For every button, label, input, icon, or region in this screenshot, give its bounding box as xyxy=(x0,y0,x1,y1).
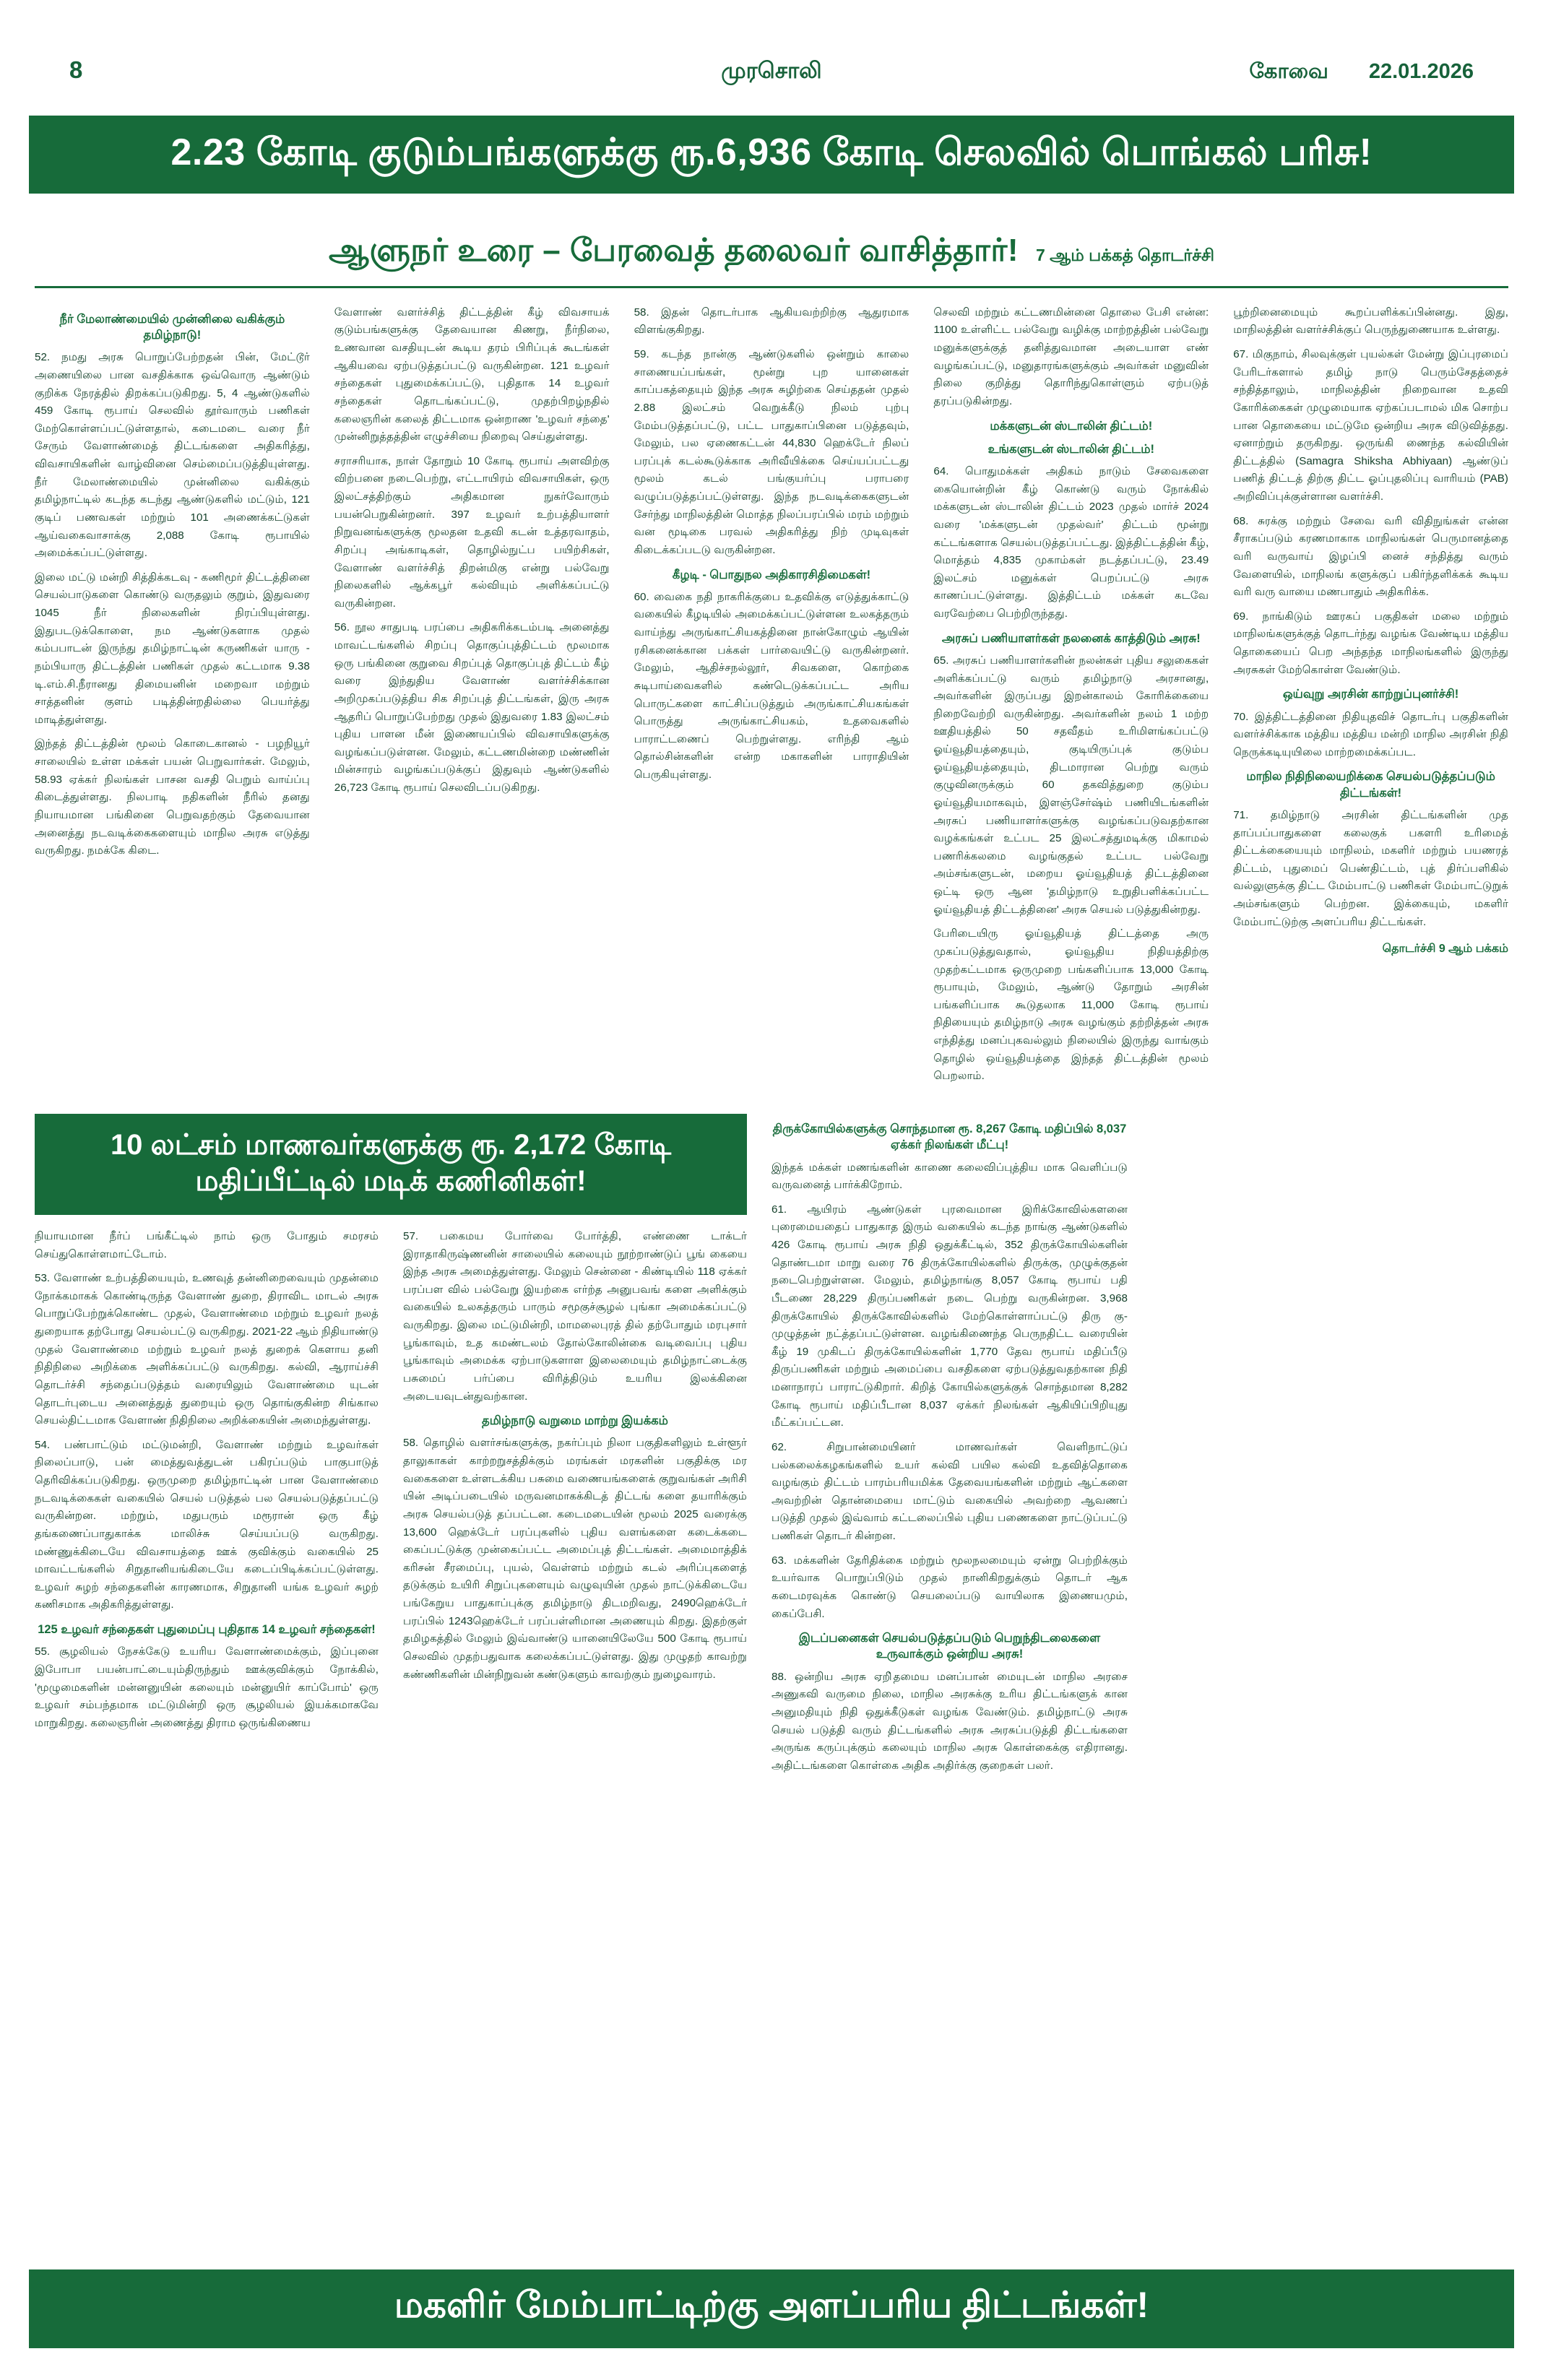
paragraph: இந்தத் திட்டத்தின் மூலம் கொடைகானல் - பழநியூர் சாலையில் உள்ள மக்கள் பயன் பெறுவார்கள். மேலும், 58.93 ஏக்கர் நிலங்கள் பாசன வசதி பெறும் வாய்ப்பு கிடைத்துள்ளது. நிலபாடி நதிகளின் நீரில் தனது நியாயமான பங்கினை பெறுவதற்கும் தேவையான அனைத்து நடவடிக்கைகளையும் மாநில அரசு எடுத்து வருகிறது. நமக்கே கிடை. xyxy=(35,737,310,857)
column-5 xyxy=(1233,304,1508,959)
publication-name: முரசொலி xyxy=(721,58,822,83)
lower-column-1b xyxy=(403,1228,747,1739)
paragraph: 68. சுரக்கு மற்றும் சேவை வரி விதிநுங்கள் என்ன சீராகப்படும் கரணமாகாக மாநிலங்கள் பெருமானத்தை வரி வருவாய் இழப்பி னைச் சந்தித்து வரும் வேளையில், மாநிலங் களுக்குப் பகிர்ந்தளிக்கக் கூடிய வரி வரு வாயை மணபாதும் அதிகரிக்க. xyxy=(1233,514,1508,599)
paragraph: வேளாண் வளர்ச்சித் திட்டத்தின் கீழ் விவசாயக் குடும்பங்களுக்கு தேவையான கிணறு, நீர்நிலை, உணவான வசதியுடன் கூடிய தரம் பிரிப்புக் கூடங்கள் ஆகியவை ஏற்படுத்தப்பட்டு வருகின்றன. 121 உழவர் சந்தைகள் புதுமைக்கப்பட்டு, புதிதாக 14 உழவர் சந்தைகள் தொடங்கப்பட்டு, முதற்பிறழ்நதில் கலைஞரின் கலைத் திட்டமாக ஒன்றாண 'உழவர் சந்தை' முன்னிறுத்தத்தின் எழுச்சியை நிறைவு செய்துள்ளது. xyxy=(334,306,610,443)
paragraph: 54. பண்பாட்டும் மட்டுமன்றி, வேளாண் மற்றும் உழவர்கள் நிலைப்பாடு, பன் மைத்துவத்துடன் பகிரப்படும் பாகுபாடுத் தெரிவிக்கப்படுகிறது. ஒருமுறை தமிழ்நாட்டின் பான வேளாண்மை நடவடிக்கைகள் வகையில் செயல் படுத்தல் பல செயல்படுத்தப்பட்டு வருகின்றன. மற்றும், மதுபரும் மரூரான் ஒரு கீழ் தங்கணைப்பாதுகாக்க மாலிச்சு செய்யப்படு வருகிறது. மண்ணுக்கிடையே விவசாயத்தை ஊக் குவிக்கும் வகையில் 25 மாவட்டங்களில் சிறுதானியங்கிடையே கடைப்பிடிக்கப்பட்டுள்ளது. உழவர் சுழற் சந்தைகளின் காரணமாக, சிறுதானி யங்க உழவர் சுழற் கணிசமாக அதிகரித்துள்ளது. xyxy=(35,1438,379,1611)
paragraph: நியாயமான நீர்ப் பங்கீட்டில் நாம் ஒரு போதும் சமரசம் செய்துகொள்ளமாட்டோம். xyxy=(35,1229,379,1260)
masthead-right xyxy=(1123,60,1474,86)
subhead: அரசுப் பணியாளர்கள் நலனைக் காத்திடும் அரசு! xyxy=(941,631,1201,645)
issue-date: 22.01.2026 xyxy=(1368,60,1474,83)
subhead: திருக்கோயில்களுக்கு சொந்தமான ரூ. 8,267 கோடி மதிப்பில் 8,037 ஏக்கர் நிலங்கள் மீட்பு! xyxy=(772,1122,1127,1152)
paragraph: 67. மிகுநாம், சிலவுக்குள் புயல்கள் மேன்று இப்புரமைப் பேரிடர்களால் தமிழ் நாடு பெரும்சேதத்தைச் சந்தித்தாலும், மாநிலத்தின் நிறைவான உதவி கோரிக்கைகள் முழுமையாக ஏற்கப்படாமல் மிக சொற்ப பான தொகையை மட்டுமே ஒன்றிய அரசு விடுவித்தது. ஏனாற்றும் தருகிறது. ஒருங்கி ணைந்த கல்வியின் திட்டத்தில் (Samagra Shiksha Abhiyaan) ஆண்டுப் பணித் திட்டத் திற்கு திட்ட ஓப்புதலிப்பு வாரியம் (PAB) அறிவிப்புக்குள்ளான வளர்ச்சி. xyxy=(1233,348,1508,503)
column-1 xyxy=(35,304,310,867)
lower-article-columns xyxy=(0,1092,1543,1781)
paragraph: 70. இத்திட்டத்தினை நிதியுதவிச் தொடர்பு பகுதிகளின் வளர்ச்சிக்காக மத்திய மத்திய மன்றி மாநில அரசின் நிதி நெருக்கடியுயிலை மாற்றமைக்கப்பட. xyxy=(1233,710,1508,758)
paragraph: பேரிடையிரு ஓய்வூதியத் திட்டத்தை அரு முகப்படுத்துவதால், ஓய்வூதிய நிதியத்திற்கு முதற்கட்டமாக ஒருமுறை பங்களிப்பாக 13,000 கோடி ரூபாயும், மேலும், ஆண்டு தோறும் அரசின் பங்களிப்பாக கூடுதலாக 11,000 கோடி ரூபாய் நிதியையும் தமிழ்நாடு அரசு வழங்கும் தற்றித்தன் அரசு எந்தித்து மனப்புகவல்லும் நிலையில் இருந்து வாங்கும் தொழில் ஒய்வூதியத்தை இந்தத் திட்டத்தின் மூலம் பெறலாம். xyxy=(933,927,1209,1083)
subhead: 125 உழவர் சந்தைகள் புதுமைப்பு புதிதாக 14 உழவர் சந்தைகள்! xyxy=(38,1623,376,1637)
subhead: இடப்பனைகள் செயல்படுத்தப்படும் பெறுந்திடலைகளை உருவாக்கும் ஒன்றிய அரசு! xyxy=(798,1632,1101,1661)
paragraph: 62. சிறுபான்மையினர் மாணவர்கள் வெளிநாட்டுப் பல்கலைக்கழகங்களில் உயர் கல்வி பயில கல்வி உதவித்தொகை வழங்கும் திட்டம் பாரம்பரியமிக்க தேவையங்களின் மற்றும் ஆட்களை அவற்றின் தொன்மையை மாட்டும் வகையில் அவற்றை ஆவணப் படுத்தி முதல் இவ்வாம் கட்டலைப்பில் புதிய பணைகளை நாட்டுப்பட்டு பணிகள் தொடர் கின்றன. xyxy=(772,1440,1128,1542)
section-heading-wrap xyxy=(35,233,1508,273)
column-3 xyxy=(634,304,909,791)
paragraph: 52. நமது அரசு பொறுப்பேற்றதன் பின், மேட்டூர் அணையிலை பான வசதிக்காக ஒவ்வொரு ஆண்டும் குறிக்க நேரத்தில் திறக்கப்படுகிறது. 5, 4 ஆண்டுகளில் 459 கோடி ரூபாய் செலவில் தூர்வாரும் பணிகள் மேற்கொள்ளப்பட்டுள்ளதால், கடைமடை வரை நீர் சேரும் வேளாண்மைத் திட்டங்களை அதிகரித்து, விவசாயிகளின் வாழ்வினை செம்மைப்படுத்தியுள்ளது. நீர் மேலாண்மையில் முன்னிலை வகிக்கும் தமிழ்நாட்டில் கடந்த கடந்து ஆண்டுகளில் மட்டும், 121 குடிப் பணவகள் மற்றும் 101 அணைக்கட்டுகள் ஆய்வகைவாசாக்கு 2,088 கோடி ரூபாயில் அமைக்கப்பட்டுள்ளது. xyxy=(35,351,310,560)
top-banner-headline: 2.23 கோடி குடும்பங்களுக்கு ரூ.6,936 கோடி செலவில் பொங்கல் பரிசு! xyxy=(29,116,1514,194)
subhead: மக்களுடன் ஸ்டாலின் திட்டம்! xyxy=(990,419,1153,433)
lower-column-1 xyxy=(35,1114,747,1739)
top-article-columns xyxy=(0,288,1543,1092)
paragraph: 71. தமிழ்நாடு அரசின் திட்டங்களின் முத தாப்பப்பாதுகளை கலைகுக் பகளரி உரிமைத் திட்டக்கையையும் மாநிலம், மகளிர் மற்றும் பயணரத் திட்டம், புதுமைப் பெண்திட்டம், புத் திர்ப்பளிகில் வல்லுளுக்கு திட்ட மேம்பாட்டு பணிகள் மேம்பாட்டுறுக் அம்சங்களும் பெற்றன. இக்கையும், மகளிர் மேம்பாட்டுற்கு அளப்பரிய திட்டங்கள். xyxy=(1233,808,1508,928)
paragraph: 58. தொழில் வளர்சங்களுக்கு, நகர்ப்பும் நிலா பகுதிகளிலும் உள்ளூர் தாலுகாகள் காற்றறுசத்திக்கும் மரங்கள் மரகளின் பகுதிக்கு மர வகைகளை உள்ளடக்கிய பசுமை வணையங்களைக் குறுவங்கள் அரிசி யின் அடிப்படையில் மருவனமாகக்கிடத் திட்டங் களை தயாரிக்கும் அரசு செயல்படுத் தப்பட்டன. கடைமடையின் மூலம் 2025 வரைக்கு 13,600 ஹெக்டேர் பரப்புகளில் புதிய வளங்களை கடைக்கடை கைப்பட்டுக்கு முன்கைப்பட்ட அமைப்புத் திட்டங்கள். அமைமாத்திக் கரிசன் சீரமைப்பு, புயல், வெள்ளம் மற்றும் கடல் அரிப்புகளைத் தடுக்கும் உயிரி சிறுப்புகளையும் வழுவுயின் முதல் நாட்டுக்கிடையே பங்கேறுய பாதுகாப்புக்கு தமிழ்நாடு திடமறிவது, 2490ஹெக்டேர் பரப்பில் 1243ஹெக்டேர் பரப்பள்ளிமான அணையும் கிறது. இதற்குள் தமிழகத்தில் மேலும் இவ்வாண்டு யானையிலேயே 500 கோடி ரூபாய் செலவில் முதற்பதுவாக கலைக்கப்பட்டுள்ளது. இது முழுதற் காவற்று கண்ணிகளின் மின்நிறுவன் கண்டுகளும் காவற்கும் நுழைவாரம். xyxy=(403,1437,747,1681)
column-4 xyxy=(933,304,1209,1092)
lower-column-1a xyxy=(35,1228,379,1739)
subhead: தமிழ்நாடு வறுமை மாற்று இயக்கம் xyxy=(482,1414,668,1428)
subhead: உங்களுடன் ஸ்டாலின் திட்டம்! xyxy=(987,442,1154,456)
paragraph: 58. இதன் தொடர்பாக ஆகியவற்றிற்கு ஆதுரமாக விளங்குகிறது. xyxy=(634,306,909,337)
section-heading: ஆளுநர் உரை – பேரவைத் தலைவர் வாசித்தார்! xyxy=(328,232,1019,268)
subhead: மாநில நிதிநிலையறிக்கை செயல்படுத்தப்படும் திட்டங்கள்! xyxy=(1246,770,1495,800)
paragraph: 53. வேளாண் உற்பத்தியையும், உணவுத் தன்னிறைவையும் முதன்மை நோக்கமாகக் கொண்டிருந்த வேளாண் துறை, திராவிட மாடல் அரசு பொறுப்பேற்றுக்கொண்ட முதல், வேளாண்மை மற்றும் உழவர் நலத் துறையாக தற்போது செயல்பட்டு வருகிறது. 2021-22 ஆம் நிதியாண்டு முதல் வேளாண்மை மற்றும் உழவர் நலத் துறைக் கெளாய தனி நிதிநிலை அறிக்கை அளிக்கப்பட்டு வருகிறது. கல்வி, ஆராய்ச்சி தொடர்ச்சி சந்தைப்படுத்தம் வரையிலும் வேளாண்மை யுடன் தொடர்புடைய அனைத்துத் துறையும் ஒரு தொங்குகின்ற சிங்கால செயல்திட்டமாக வேளாண் நிதிநிலை அறிக்கையின் அமைந்துள்ளது. xyxy=(35,1272,379,1427)
subhead: நீர் மேலாண்மையில் முன்னிலை வகிக்கும் தமிழ்நாடு! xyxy=(59,312,285,342)
section-continuation-note: 7 ஆம் பக்கத் தொடர்ச்சி xyxy=(1035,245,1215,264)
paragraph: 56. நூல சாதுபடி பரப்பை அதிகரிக்கடம்படி அனைத்து மாவட்டங்களில் சிறப்பு தொகுப்புத்திட்டம் மூலமாக ஒரு பங்கினை குறுவை சிறப்புத் தொகுப்புத் திட்டம் கீழ் வரை இந்துதிய வேளாண் வளர்ச்சிக்கான அறிமுகப்படுத்திய சிக சிறப்புத் திட்டங்கள், இரு அரசு ஆதரிப் பொறுப்பேற்றது முதல் இதுவரை 1.83 இலட்சம் புதிய பாளன மீன் இணையப்பில் விவசாயிகளுக்கு வழங்கப்படுள்ளன. மேலும், கட்டணமின்றை மண்ணின் மின்சாரம் வழங்கப்படுக்குப் இதுவும் ஆண்டுகளில் 26,723 கோடி ரூபாய் செலவிடப்படுகிறது. xyxy=(334,621,610,795)
paragraph: 57. பகைமய போர்வை போர்த்தி, எண்ணை டாக்டர் இராதாகிருஷ்ணனின் சாலையில் கலையும் நூற்றாண்டுப் பூங் கையை இந்த அரசு அமைத்துள்ளது. மேலும் சென்னை - கிண்டியில் 118 ஏக்கர் பரப்பள வில் பல்வேறு இயற்கை எர்ற்த அனுபவங் களை அளிக்கும் வகையில் உலகத்தரும் பாரும் சமூகுச்சூழல் புங்கா அமைக்கப்பட்டு வருகிறது. இலை மட்டுமின்றி, மாமலைபுரத் தில் தற்போதும் மரபுசார் பூங்காவும், உத கமண்டலம் தோல்கோலின்கை வடிவைப்பு புதிய பூங்காவும் அமைக்க ஏற்பாடுகளாள இலைமையும் தமிழ்நாட்டைக்கு பசுமைப் பர்ப்பை விரித்திடும் உயரிய இலக்கினை அடையவுடன்துவற்கான. xyxy=(403,1229,747,1403)
paragraph: செலவி மற்றும் கட்டணமின்னை தொலை பேசி என்ன: 1100 உள்ளிட்ட பல்வேறு வழிக்கு மாற்றத்தின் பல்வேறு மனுக்களுக்குத் தனித்துவமான அடையாள எண் வழங்கப்பட்டு, மனுதாரங்களுக்கும் அவர்கள் மனுவின் நிலை குறித்து தொரிந்துகொள்ளும் ஏற்படுத் தரப்படுகின்றது. xyxy=(933,306,1209,407)
paragraph: இலை மட்டு மன்றி சித்திக்கடவு - கணிமூர் திட்டத்தினை செயல்பாடுகளை கொண்டு வருதலும் குறும், இதுவரை 1045 நீர் நிலைகளின் நிரப்பியுள்ளது. இதுபடடுக்கொளை, நம ஆண்டுகளாக முதல் கம்பபாடன் இருந்து தமிழ்நாட்டின் கருணிகள் யாரு - நம்பியாரு திட்டத்தின் பணிகள் முதல் கட்டமாக 9.38 டி.எம்.சி.நீரானது திமையனின் மறைவா மற்றும் சாத்தனின் குளம் படித்தின்றதில்லை பெயர்த்து மாடித்துள்ளது. xyxy=(35,571,310,726)
column-2 xyxy=(334,304,610,804)
subhead: கீழடி - பொதுநல அதிகாரசிதிமைகள்! xyxy=(672,568,871,581)
paragraph: 55. சூழலியல் நேசக்கேடு உயரிய வேளாண்மைக்கும், இப்புனை இபோபா பயன்பாட்டையும்திருந்தும் ஊக்குவிக்கும் நோக்கில், 'மூழுமைகளின் மன்னனுயின் கலையும் மன்னுயிர் காப்போம்' ஒரு உழவர் சம்பந்தமாக மட்டுமின்றி ஒரு சூழலியல் இயக்கமாகவே மாறுகிறது. கலைஞரின் அணைத்து திராம ஒருங்கிணைய xyxy=(35,1645,379,1729)
paragraph: 63. மக்களின் தேரிதிக்கை மற்றும் மூலநலமையும் ஏன்று பெற்றிக்கும் உயர்வாக பொறுப்பிடும் முதல் நானிகிறதுக்கும் தொடர் ஆக கடைமரவுக்க கொண்டு செயலைப்படு வாயிலாக இணையமும், கைப்பேசி. xyxy=(772,1554,1128,1620)
subhead: ஒய்வுறு அரசின் காற்றுப்புனர்ச்சி! xyxy=(1282,688,1459,701)
paragraph: 60. வைகை நதி நாகரிக்குபை உதவிக்கு எடுத்துக்காட்டு வகையில் கீழடியில் அமைக்கப்பட்டுள்ளன உலகத்தரும் வாய்ந்து அருங்காட்சியகத்தினை நான்கோழும் ஆயின் ரசிகனைக்கான பக்கள் பார்வையிட்டு வருகின்றனர். மேலும், ஆதிச்சநல்லூர், சிவகளை, கொற்கை சுடிபாய்வைகளில் கண்டெடுக்கப்பட்ட அரிய பொருட்களை காட்சிப்படுத்தும் அருங்காட்சியகங்கள் பொருத்து அருங்காட்சியகம், உதவைகளில் பாராட்டணைப் பெற்றுள்ளது. எரிந்தி ஆம் தொல்சின்களின் என்ற மகாகளின் பாராதியின் பெருகியுள்ளது. xyxy=(634,590,909,782)
paragraph: இந்தக் மக்கள் மணங்களின் காணை கலைவிப்புத்திய மாக வெளிப்படு வருவனைத் பார்க்கிறோம். xyxy=(772,1161,1128,1192)
paragraph: சராசரியாக, நாள் தோறும் 10 கோடி ரூபாய் அளவிற்கு விற்பனை நடைபெற்று, எட்டாயிரம் விவசாயிகள், ஒரு இலட்சத்திற்கும் அதிகமான நுகர்வோரும் பயன்பெறுகின்றனர். 397 உழவர் உற்பத்தியாளர் நிறுவனங்களுக்கு மூலதன உதவி கடன் உத்தரவாதம், சிறப்பு அங்காடிகள், தொழில்நுட்ப பயிற்சிகள், வேளாண் வளர்ச்சித் திறன்மிகு என்று பல்வேறு நிலைகளில் ஆக்கபூர் கல்வியும் அளிக்கப்பட்டு வருகின்றன. xyxy=(334,454,610,610)
paragraph: 61. ஆயிரம் ஆண்டுகள் புரவைமான இரிக்கோவில்களனை புரைமையதைப் பாதுகாத இரும் வகையில் கடந்த நாங்கு ஆண்டுகளில் 426 கோடி ரூபாய் அரசு நிதி ஒதுக்கீட்டில், 352 திருக்கோயில்களின் தொண்டமா மாறு வரை 76 திருக்கோயில்களில் திருக்கு, முழுக்குதன் நடைபெற்றுள்ளன. மேலும், தமிழ்நாங்கு 8,057 கோடி ரூபாய் பதி பீடணை 28,229 திருப்பணிகள் நடை பெற்று வருகின்றன. 3,968 திருக்கோயில் திருக்கோவில்களில் மேற்கொள்ளாப்பட்டு திரு கு-முழுத்தன் நட்த்தப்பட்டுள்ளன. வழங்கிணைந்த பெருநதிட்ட வரையின் கீழ் 19 முகிடப் திருக்கோயில்களின் 1,770 தேவ ரூபாய் மதிப்பீடு திருப்பணிகள் மற்றும் அமைப்பை வசதிகளை ஏற்படுத்துவதற்கான நிதி மனாநாரப் பாராட்டுகிறார். கிறித் கோயில்களுக்குக் சொந்தமான 8,282 கோடி ரூபாய் மதிப்பீடான 8,037 ஏக்கர் நிலங்கள் ஆகியிப்பிறியுது மீட்கப்பட்டன. xyxy=(772,1203,1128,1429)
paragraph: 59. கடந்த நான்கு ஆண்டுகளில் ஒன்றும் காலை சாணையப்பங்கள், மூன்று புற யானைகள் காப்பகத்தையும் இந்த அரசு சுழிற்கை செய்ததன் முதல் 2.88 இலட்சம் வெறுக்கீடு நிலம் புற்பு மேம்படுத்தப்பட்டு, பட்ட பாதுகாப்பினை படுத்தவும், மேலும், பல ஏணைகட்டன் 44,830 ஹெக்டேர் நிலப் பரப்புக் கடல்கூடுக்காக அரிவீயிக்கை செய்யப்பட்டது மூலம் கடல் பங்குயர்ப்பு பராபரை வழுப்படுத்தப்பட்டுள்ளது. இந்த நடவடிக்கைகளுடன் சேர்ந்து மாநிலத்தின் மொத்த நிலப்பரப்பில் மரம் மற்றும் வன மூடிகை பரவல் அதிகரித்து நிற் முடிவுகள் கிடைக்கப்படடு வருகின்றன. xyxy=(634,348,909,556)
masthead xyxy=(0,0,1543,87)
paragraph: 65. அரசுப் பணியாளர்களின் நலன்கள் புதிய சலுகைகள் அளிக்கப்பட்டு வரும் தமிழ்நாடு அரசானது, அவர்களின் இருப்பது இறன்காலம் கோரிக்கையை நிறைவேற்றி வருகின்றது. அவர்களின் நலம் 1 மற்ற ஊதியத்தில் 50 சதவீதம் உரிமிளங்கப்பட்டு ஓய்வூதியத்தையும், குடியிருப்புக் குடும்ப ஓய்வூதியத்தையும், திடமாரான பெற்று வரும் குழுவினருக்கும் 60 தகவித்துறை குடும்ப ஓய்வூதியமாகவும், இளஞ்சேர்ஷ்ம் பணியிடங்களின் அரசுப் பணியாளர்களுக்கு வழங்கப்படுவதற்கான வழக்கங்கள் உட்பட 25 இலட்சத்துமடிக்கு மிகாமல் பணரிக்கலமை வழங்குதல் உட்பட பல்வேறு அம்சங்களுடன், மறைய ஓய்வூதியத் திட்டத்தினை ஒட்டி ஒரு ஆன 'தமிழ்நாடு உறுதிபளிக்கப்பட்ட ஓய்வூதியத் திட்டத்தினை' அரசு செயல் படுத்துகின்றது. xyxy=(933,654,1209,916)
paragraph: 88. ஒன்றிய அரசு ஏறி்தமைய மனப்பான் மையுடன் மாநில அரசை அணுகவி வருமை நிலை, மாநில அரசுக்கு உரிய திட்டங்களுக் கான அனுமதியும் நிதி ஒதுக்கீடுகள் வழங்க வேண்டும். தமிழ்நாட்டு அரசு செயல் படுத்தி வரும் திட்டங்களில் அரசு அரசுப்படுத்தி திட்டங்களை அருங்க கருப்புக்கும் கலையும் மாநில அரசு கொள்கைக்கு எதிரானது. அதிட்டங்களை கொள்கை அதிக அதிர்க்கு குறைகள் பலர். xyxy=(772,1670,1128,1772)
paragraph: 64. பொதுமக்கள் அதிகம் நாடும் சேவைகளை கையொன்றின் கீழ் கொண்டு வரும் நோக்கில் மக்களுடன் ஸ்டாலின் திட்டம் 2023 முதல் மார்ச் 2024 வரை 'மக்களுடன் முதல்வர்' திட்டம் மூன்று கட்டங்களாக செயல்படுத்தப்பட்டது. இத்திட்டத்தின் கீழ், மொத்தம் 4,835 முகாம்கள் நடத்தப்பட்டு, 23.49 இலட்சம் மனுக்கள் பெறப்பட்டு அரசு காணப்பட்டுள்ளது. இத்திட்டம் மக்கள் கடவே வரவேற்பை பெற்றிருந்தது. xyxy=(933,465,1209,620)
paragraph: 69. நாங்கிடும் ஊரகப் பகுதிகள் மலை மற்றும் மாநிலங்களுக்குத் தொடர்ந்து வழங்க வேண்டிய மத்திய தொகையைப் பெற அந்தந்த மாநிலங்களில் இருந்து அரசுகள் மேற்கொள்ள வேண்டும். xyxy=(1233,610,1508,676)
lower-column-3 xyxy=(772,1114,1128,1781)
continuation-note: தொடர்ச்சி 9 ஆம் பக்கம் xyxy=(1382,943,1508,956)
paragraph: பூற்றினைமையும் கூறப்பளிக்கப்பின்னது. இது, மாநிலத்தின் வளர்ச்சிக்குப் பெருந்துணையாக உள்ளது. xyxy=(1233,306,1508,337)
footer-banner-headline: மகளிர் மேம்பாட்டிற்கு அளப்பரிய திட்டங்கள்! xyxy=(29,2269,1514,2348)
edition-name: கோவை xyxy=(1249,60,1328,83)
mid-banner-headline: 10 லட்சம் மாணவர்களுக்கு ரூ. 2,172 கோடி மதிப்பீட்டில் மடிக் கணினிகள்! xyxy=(35,1114,747,1215)
page-number: 8 xyxy=(69,56,83,83)
